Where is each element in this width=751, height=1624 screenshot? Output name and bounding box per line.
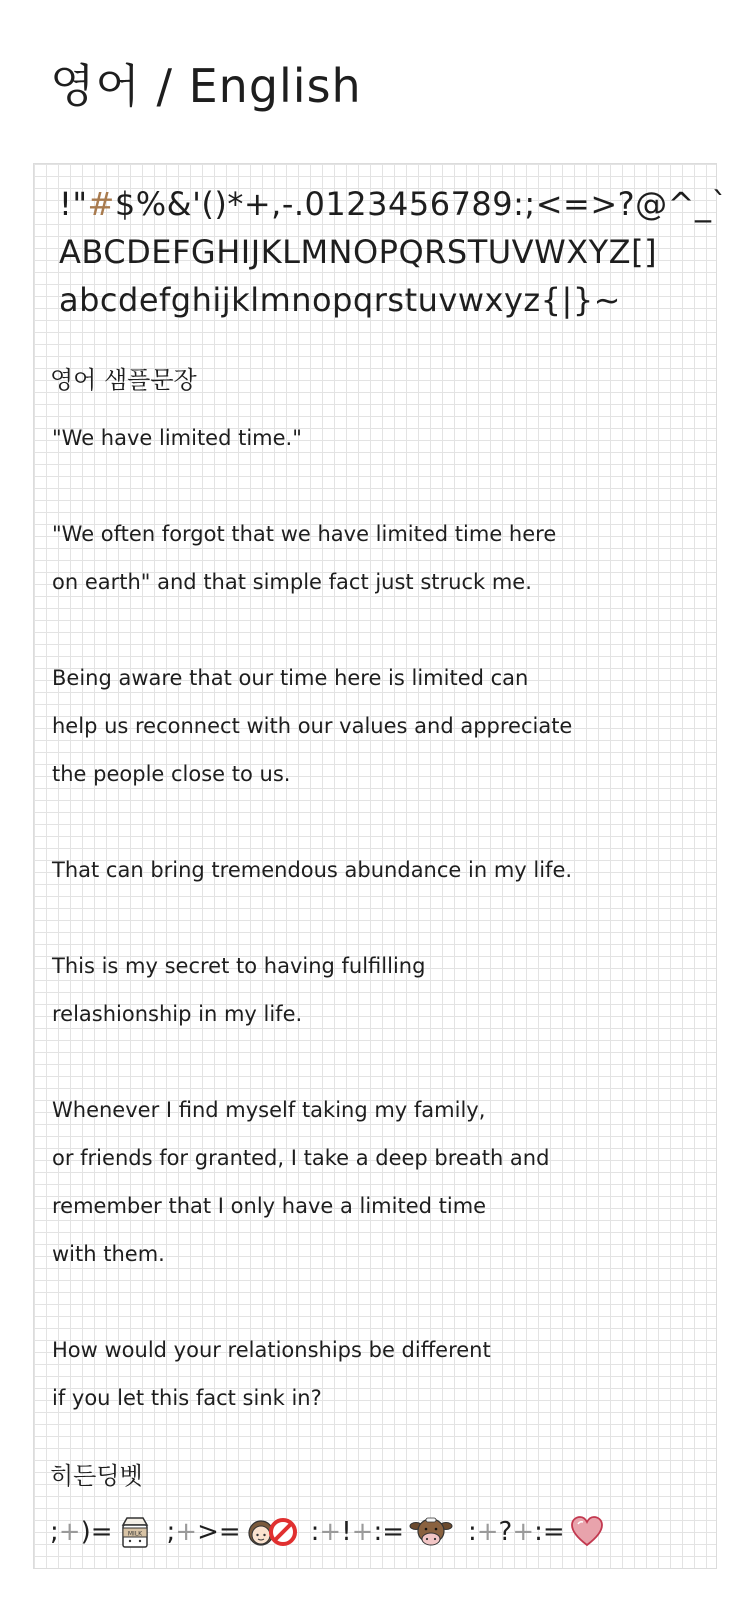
dingbat-plus: + [351, 1517, 374, 1547]
cow-icon [408, 1515, 454, 1549]
dingbat-code-part: : [310, 1517, 320, 1547]
sample-text-block [52, 414, 692, 1470]
sample-paragraph: That can bring tremendous abundance in my life. [52, 858, 573, 882]
dingbat-plus: + [319, 1517, 342, 1547]
dingbat-plus: + [512, 1517, 535, 1547]
dingbat-code-part: ? [498, 1517, 513, 1547]
lowercase-line: abcdefghijklmnopqrstuvwxyz{|}~ [59, 281, 621, 319]
dingbat-milk [50, 1515, 153, 1549]
dingbat-code-part: >= [197, 1517, 241, 1547]
dingbat-cow [311, 1515, 454, 1549]
sample-paragraph: Whenever I find myself taking my family, or friends for granted, I take a deep breath and remember that I only have a limited time with them. [52, 1098, 550, 1266]
sample-paragraph: Being aware that our time here is limited can help us reconnect with our values and appreciate the people close to us. [52, 666, 573, 786]
hidden-dingbat-heading: 히든딩벳 [50, 1462, 143, 1490]
dingbat-row [50, 1512, 619, 1552]
dingbat-code-part: : [467, 1517, 477, 1547]
dingbat-code-part: := [534, 1517, 565, 1547]
milk-label: MILK [127, 1530, 142, 1538]
symbols-pre: !" [59, 185, 88, 223]
sample-paragraph: How would your relationships be different if you let this fact sink in? [52, 1338, 491, 1410]
girl-no-sign-icon [245, 1515, 297, 1549]
dingbat-plus: + [175, 1517, 198, 1547]
dingbat-plus: + [476, 1517, 499, 1547]
dingbat-plus: + [58, 1517, 81, 1547]
sample-sentences-heading: 영어 샘플문장 [50, 366, 197, 394]
dingbat-code-part: ; [166, 1517, 176, 1547]
dingbat-code-part: := [373, 1517, 404, 1547]
character-set-sample [59, 180, 728, 324]
dingbat-code-part: ; [50, 1517, 59, 1547]
dingbat-code-part: ! [341, 1517, 352, 1547]
dingbat-girl [167, 1515, 297, 1549]
heart-icon [569, 1515, 605, 1549]
sample-paragraph: "We often forgot that we have limited time here on earth" and that simple fact just struck me. [52, 522, 557, 594]
sample-paragraph: "We have limited time." [52, 426, 302, 450]
symbols-post: $%&'()*+,-.0123456789:;<=>?@^_` [114, 185, 728, 223]
symbols-line [59, 180, 728, 228]
uppercase-line: ABCDEFGHIJKLMNOPQRSTUVWXYZ[] [59, 233, 658, 271]
page-title: 영어 / English [50, 59, 362, 113]
dingbat-heart [468, 1515, 605, 1549]
milk-carton-icon [117, 1515, 153, 1549]
hash-symbol: # [87, 185, 115, 223]
dingbat-code-part: )= [80, 1517, 113, 1547]
sample-paragraph: This is my secret to having fulfilling relashionship in my life. [52, 954, 426, 1026]
